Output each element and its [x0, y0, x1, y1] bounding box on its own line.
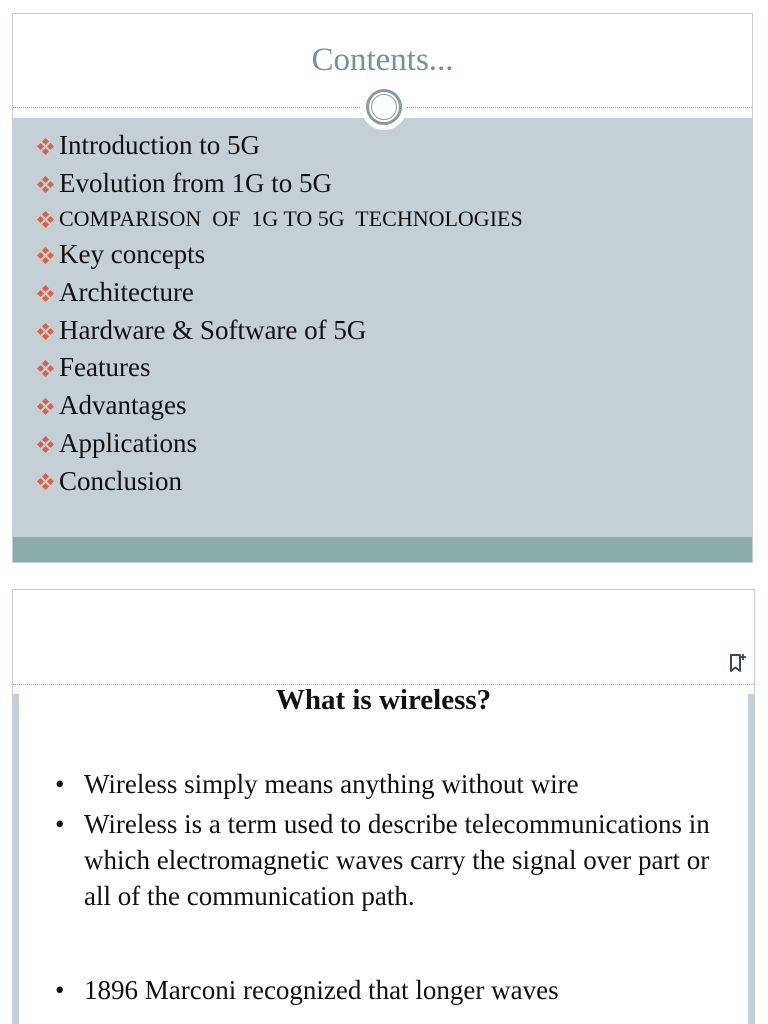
list-item-text: 1896 Marconi recognized that longer waves: [84, 975, 559, 1005]
list-item: [35, 312, 523, 350]
diamond-bullet-icon: [35, 470, 57, 492]
diamond-bullet-icon: [35, 433, 57, 455]
list-item-label: Introduction to 5G: [59, 130, 260, 160]
diamond-bullet-icon: [35, 173, 57, 195]
slide-title: Contents...: [311, 42, 454, 78]
diamond-bullet-icon: [35, 244, 57, 266]
list-item-label: Advantages: [59, 390, 187, 421]
diamond-bullet-icon: [35, 320, 57, 342]
list-item: [35, 165, 523, 203]
list-item-label: Hardware & Software of 5G: [59, 314, 367, 345]
list-item-label: Architecture: [59, 277, 194, 308]
diamond-bullet-icon: [35, 208, 57, 230]
slide-edge-left: [13, 694, 19, 1024]
slide-footer-band: [13, 537, 752, 562]
list-item-label: Features: [59, 352, 151, 383]
list-item: [35, 387, 523, 425]
list-item-label: Applications: [59, 427, 197, 458]
list-item-label: Key concepts: [59, 239, 206, 270]
list-item: [53, 766, 733, 802]
list-item: [35, 425, 523, 463]
list-item: [35, 274, 523, 312]
circle-ornament-icon: [361, 84, 407, 130]
slide-title: What is wireless?: [275, 684, 492, 716]
diamond-bullet-icon: [35, 395, 57, 417]
bullet-dot: •: [55, 809, 65, 839]
list-item: [35, 236, 523, 274]
contents-list: [35, 127, 523, 500]
bookmark-add-icon[interactable]: [729, 652, 747, 674]
diamond-bullet-icon: [35, 357, 57, 379]
list-item-text: Wireless simply means anything without wire: [84, 769, 579, 799]
list-item-label: Conclusion: [59, 465, 183, 496]
list-item-label: Evolution from 1G to 5G: [59, 167, 332, 198]
bullet-dot: •: [55, 975, 65, 1005]
diamond-bullet-icon: [35, 282, 57, 304]
list-item: [35, 127, 523, 165]
slide-edge-right: [748, 694, 754, 1024]
list-item: [35, 202, 523, 236]
list-item: [35, 349, 523, 387]
list-item: [53, 972, 733, 1008]
contents-slide: [12, 13, 753, 563]
bullet-dot: •: [55, 769, 65, 799]
wireless-slide: [12, 589, 755, 1024]
list-item-label: COMPARISON OF 1G TO 5G TECHNOLOGIES: [59, 206, 523, 232]
list-item-text: Wireless is a term used to describe telecommunications in which electromagnetic waves carry the signal over part or all of the communication path.: [84, 809, 710, 911]
bullet-list: [53, 766, 733, 1012]
list-item: [53, 806, 733, 914]
list-item: [35, 463, 523, 501]
diamond-bullet-icon: [35, 135, 57, 157]
